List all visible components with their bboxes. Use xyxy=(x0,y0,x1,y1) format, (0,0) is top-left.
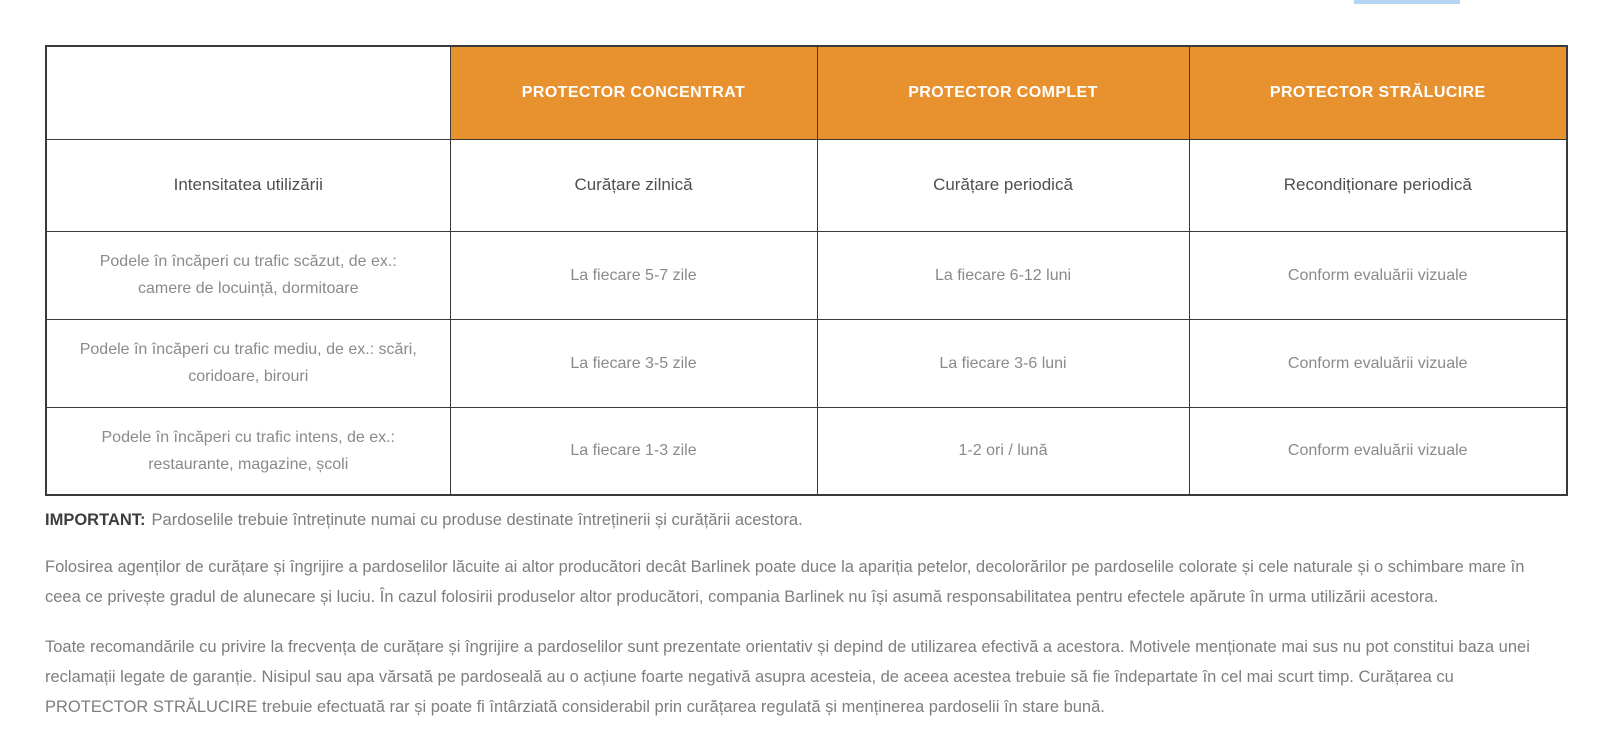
table-cell: Podele în încăperi cu trafic mediu, de ex.: scări, coridoare, birouri xyxy=(46,319,450,407)
table-cell: Podele în încăperi cu trafic scăzut, de ex.: camere de locuință, dormitoare xyxy=(46,231,450,319)
important-text: Pardoselile trebuie întreținute numai cu produse destinate întreținerii și curățării acestora. xyxy=(151,511,803,529)
table-subheader-row xyxy=(46,139,1567,231)
table-cell: La fiecare 5-7 zile xyxy=(450,231,817,319)
table-cell: La fiecare 6-12 luni xyxy=(817,231,1189,319)
subheader-periodic-cleaning: Curățare periodică xyxy=(817,139,1189,231)
table-cell: Conform evaluării vizuale xyxy=(1189,319,1567,407)
header-protector-complet: PROTECTOR COMPLET xyxy=(817,46,1189,139)
important-note xyxy=(45,505,1542,535)
top-edge-accent xyxy=(1354,0,1460,4)
disclaimer-paragraph-1: Folosirea agenților de curățare și îngrijire a pardoselilor lăcuite ai altor producători decât Barlinek poate duce la apariția petelor, decolorărilor pe pardoselile colorate și cele naturale și o schimbare mare în ceea ce privește gradul de alunecare și luciu. În cazul folosirii produselor altor producători, compania Barlinek nu își asumă responsabilitatea pentru efectele apărute în urma utilizării acestora. xyxy=(45,558,1525,606)
table-cell: 1-2 ori / lună xyxy=(817,407,1189,495)
important-label: IMPORTANT: xyxy=(45,511,146,529)
footnotes-section xyxy=(45,505,1542,731)
table-cell: Conform evaluării vizuale xyxy=(1189,231,1567,319)
subheader-usage-intensity: Intensitatea utilizării xyxy=(46,139,450,231)
subheader-daily-cleaning: Curățare zilnică xyxy=(450,139,817,231)
header-blank-cell xyxy=(46,46,450,139)
table-cell: La fiecare 3-6 luni xyxy=(817,319,1189,407)
subheader-periodic-reconditioning: Recondiționare periodică xyxy=(1189,139,1567,231)
table-row-intense-traffic xyxy=(46,407,1567,495)
table-cell: Podele în încăperi cu trafic intens, de ex.: restaurante, magazine, școli xyxy=(46,407,450,495)
table-row-low-traffic xyxy=(46,231,1567,319)
floor-care-frequency-table xyxy=(45,45,1568,496)
table-cell: La fiecare 3-5 zile xyxy=(450,319,817,407)
table-row-medium-traffic xyxy=(46,319,1567,407)
header-protector-stralucire: PROTECTOR STRĂLUCIRE xyxy=(1189,46,1567,139)
table-cell: Conform evaluării vizuale xyxy=(1189,407,1567,495)
header-protector-concentrat: PROTECTOR CONCENTRAT xyxy=(450,46,817,139)
table-cell: La fiecare 1-3 zile xyxy=(450,407,817,495)
table-header-row xyxy=(46,46,1567,139)
disclaimer-paragraph-2: Toate recomandările cu privire la frecvența de curățare și îngrijire a pardoselilor sunt prezentate orientativ și depind de utilizarea efectivă a acestora. Motivele menționate mai sus nu pot constitui baza unei reclamații legate de garanție. Nisipul sau apa vărsată pe pardoseală au o acțiune foarte negativă asupra acesteia, de aceea acestea trebuie să fie îndepartate în cel mai scurt timp. Curățarea cu PROTECTOR STRĂLUCIRE trebuie efectuată rar și poate fi întârziată considerabil prin curățarea regulată și menținerea pardoselii în stare bună. xyxy=(45,638,1530,716)
